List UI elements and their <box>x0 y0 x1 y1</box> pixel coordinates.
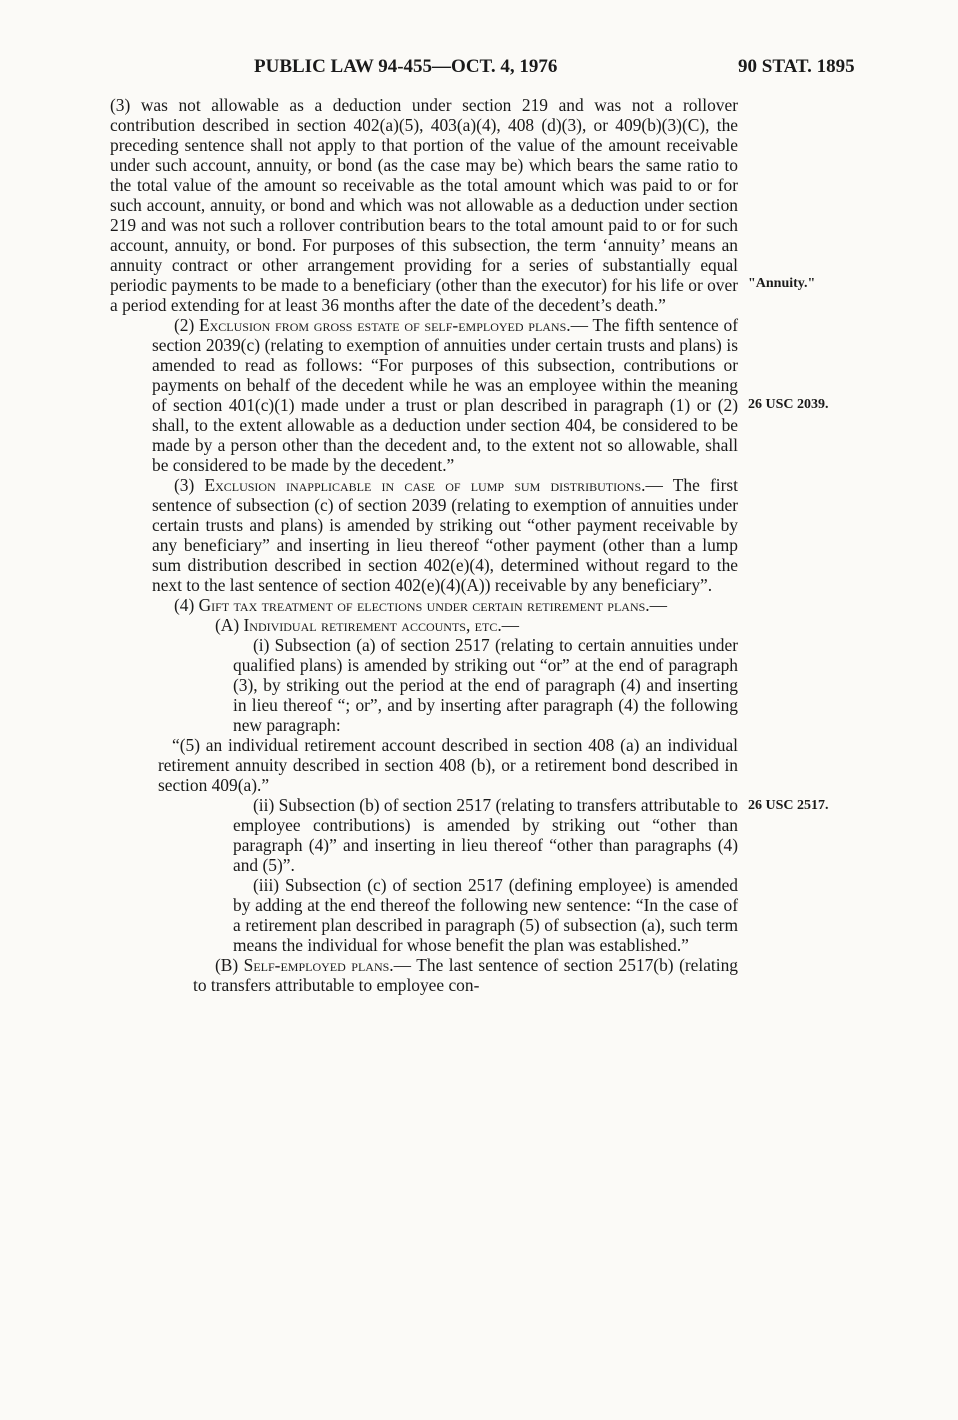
margin-note-26-usc-2517: 26 USC 2517. <box>748 798 829 813</box>
subparagraph-b-body: The last sentence of section 2517(b) (relating to transfers attributable to employee con- <box>193 955 738 995</box>
statute-page-number: 90 STAT. 1895 <box>738 56 855 77</box>
statute-body <box>110 95 738 995</box>
clause-iii: (iii) Subsection (c) of section 2517 (defining employee) is amended by adding at the end thereof the following new sentence: “In the case of a retirement plan described in paragraph (5) of subsection (a), such term means the individual for whose benefit the plan was established.” <box>233 875 738 955</box>
paragraph-2 <box>110 315 738 475</box>
subparagraph-b <box>110 955 738 995</box>
paragraph-3-body: The first sentence of subsection (c) of section 2039 (relating to exemption of annuities under certain trusts and plans) is amended by striking out “other payment receivable by any beneficiary” and inserting in lieu thereof “other payment (other than a lump sum distribution described in section 402(e)(4), determined without regard to the next to the last sentence of section 402(e)(4)(A)) receivable by any beneficiary”. <box>152 475 738 595</box>
clause-i: (i) Subsection (a) of section 2517 (relating to certain annuities under qualified plans) is amended by striking out “or” at the end of paragraph (3), by striking out the period at the end of paragraph (4) and inserting in lieu thereof “; or”, and by inserting after paragraph (4) the following new paragraph: <box>233 635 738 735</box>
paragraph-3-continuation: (3) was not allowable as a deduction under section 219 and was not a rollover contribution described in section 402(a)(5), 403(a)(4), 408 (d)(3), or 409(b)(3)(C), the preceding sentence shall not apply to that portion of the value of the amount receivable under such account, annuity, or bond (as the case may be) which bears the same ratio to the total value of the amount so receivable as the total amount which was paid to or for such account, annuity, or bond and which was not allowable as a deduction under section 219 and was not such a rollover contribution bears to the total amount paid to or for such account, annuity, or bond. For purposes of this subsection, the term ‘annuity’ means an annuity contract or other arrangement providing for a series of substantially equal periodic payments to be made to a beneficiary (other than the executor) for his life or over a period extending for at least 36 months after the date of the decedent’s death.” <box>110 95 738 315</box>
subparagraph-a-heading <box>110 615 738 635</box>
paragraph-3-heading: (3) Exclusion inapplicable in case of lump sum distributions.— <box>174 475 663 495</box>
paragraph-2-body: The fifth sentence of section 2039(c) (relating to exemption of annuities under certain trusts and plans) is amended to read as follows: “For purposes of this subsection, contributions or payments on behalf of the decedent while he was an employee within the meaning of section 401(c)(1) made under a trust or plan described in paragraph (1) or (2) shall, to the extent allowable as a deduction under section 404, be considered to be made by a person other than the decedent and, to the extent not so allowable, shall be considered to be made by the decedent.” <box>152 315 738 475</box>
margin-note-annuity: "Annuity." <box>748 276 816 291</box>
new-paragraph-5-quote: “(5) an individual retirement account described in section 408 (a) an individual retirement annuity described in section 408 (b), or a retirement bond described in section 409(a).” <box>158 735 738 795</box>
paragraph-3 <box>110 475 738 595</box>
subparagraph-b-heading: (B) Self-employed plans.— <box>215 955 412 975</box>
paragraph-2-heading: (2) Exclusion from gross estate of self-employed plans.— <box>174 315 589 335</box>
running-head: PUBLIC LAW 94-455—OCT. 4, 1976 <box>254 56 558 77</box>
paragraph-4-heading <box>110 595 738 615</box>
subparagraph-a-heading-text: (A) Individual retirement accounts, etc.— <box>215 615 520 635</box>
paragraph-4-heading-text: (4) Gift tax treatment of elections under certain retirement plans.— <box>174 595 668 615</box>
margin-note-26-usc-2039: 26 USC 2039. <box>748 397 829 412</box>
clause-ii: (ii) Subsection (b) of section 2517 (relating to transfers attributable to employee contributions) is amended by striking out “other than paragraph (4)” and inserting in lieu thereof “other than paragraphs (4) and (5)”. <box>233 795 738 875</box>
page-header <box>0 56 958 82</box>
